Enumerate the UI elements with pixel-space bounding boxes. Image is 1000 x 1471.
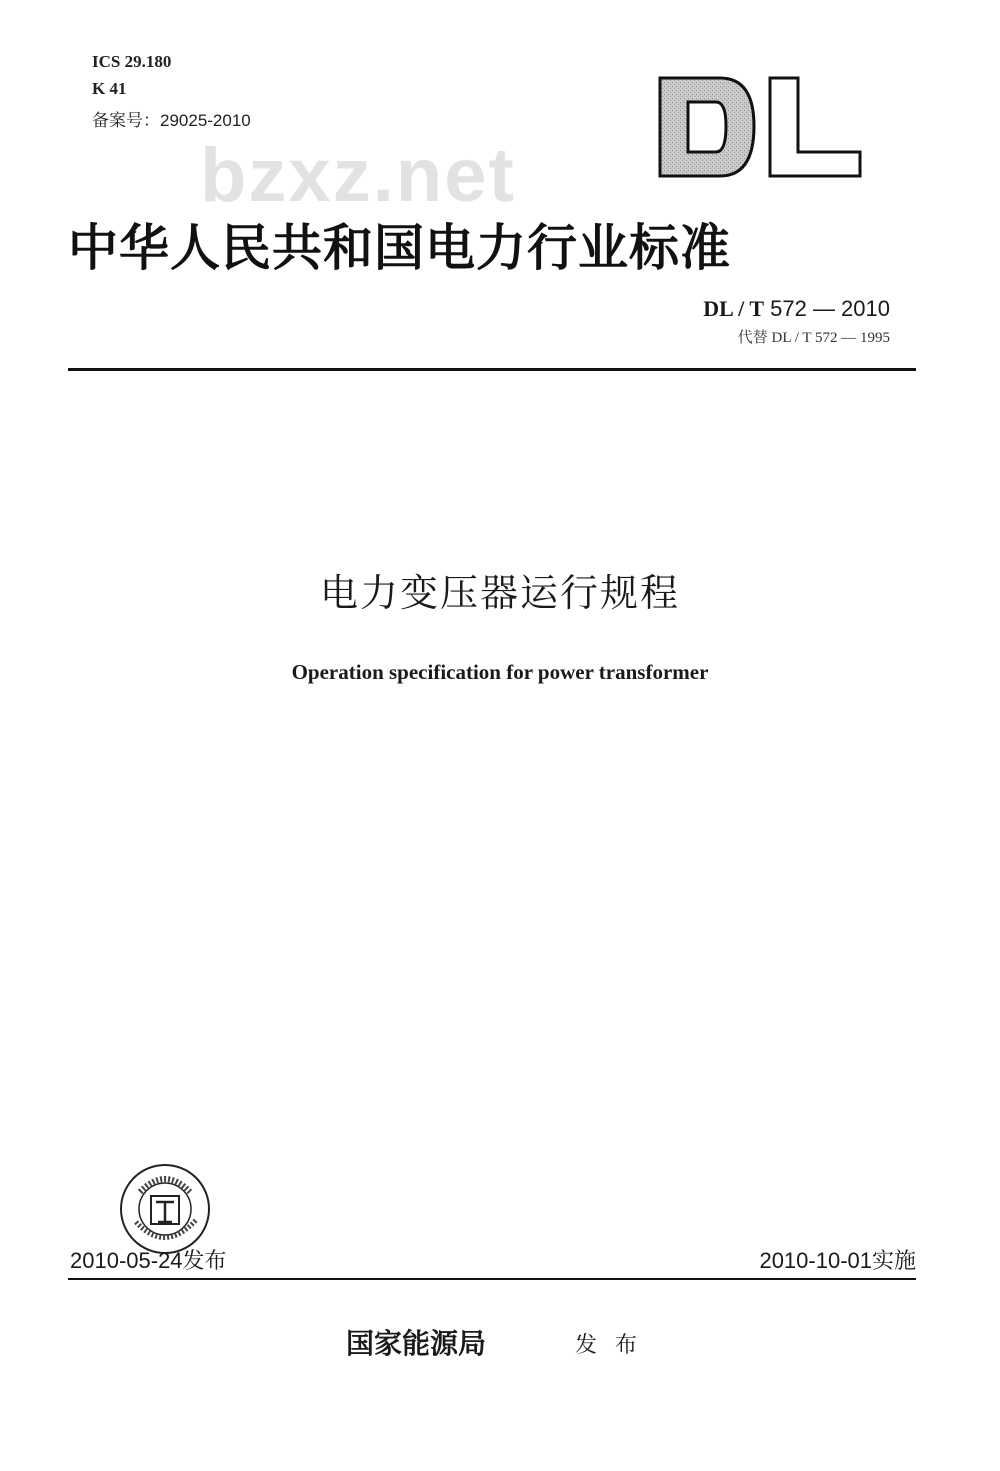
publisher-name: 国家能源局 xyxy=(346,1327,487,1360)
document-title-english: Operation specification for power transformer xyxy=(291,660,709,684)
filing-number: 备案号：29025-2010 xyxy=(92,111,251,130)
standard-code-prefix: DL / T xyxy=(703,296,764,321)
standard-category-title: 中华人民共和国电力行业标准 xyxy=(68,218,731,277)
watermark: bzxz.net xyxy=(200,133,516,218)
effective-date: 2010-10-01实施 xyxy=(759,1248,916,1273)
ics-code: ICS 29.180 xyxy=(92,52,172,71)
ccs-code: K 41 xyxy=(92,79,127,98)
standard-code xyxy=(703,296,890,322)
standard-code-number: 572 — 2010 xyxy=(770,296,890,321)
replaces-standard: 代替 DL / T 572 — 1995 xyxy=(737,330,890,346)
publisher-seal-icon xyxy=(118,1162,212,1256)
dl-logo xyxy=(658,76,864,178)
publish-label: 发布 xyxy=(575,1333,656,1358)
document-title: 电力变压器运行规程 xyxy=(319,571,680,615)
header-divider xyxy=(68,368,916,371)
footer-divider xyxy=(68,1278,916,1280)
issue-date: 2010-05-24发布 xyxy=(70,1248,227,1273)
